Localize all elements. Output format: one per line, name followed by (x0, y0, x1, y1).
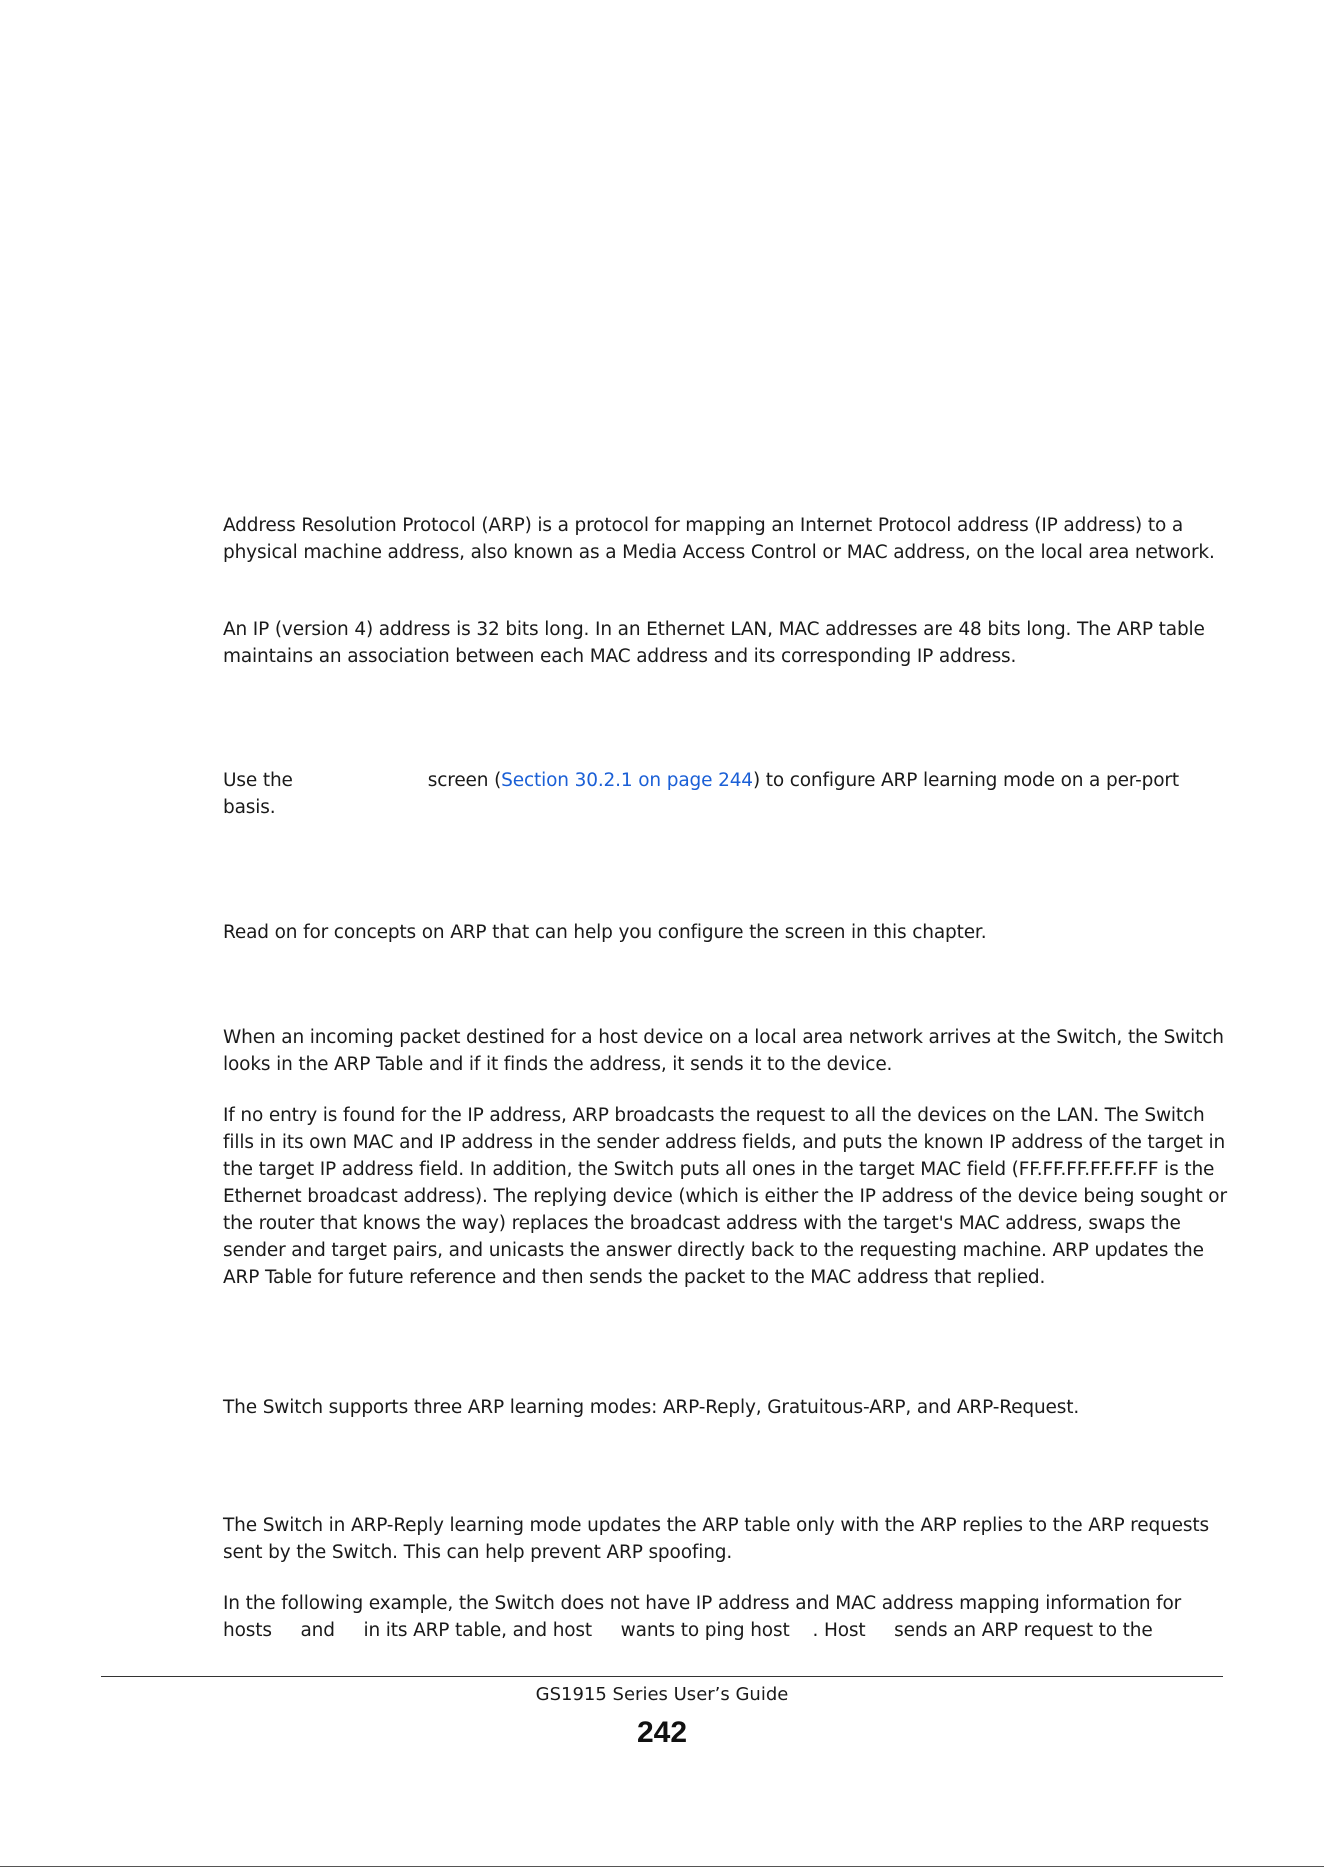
paragraph-arp-definition: Address Resolution Protocol (ARP) is a protocol for mapping an Internet Protocol address (IP address) to a physical machine address, also known as a Media Access Control or MAC address, on the local area network. (223, 515, 1215, 563)
paragraph-use-screen (223, 767, 1233, 821)
footer-divider (101, 1676, 1223, 1677)
use-screen-text: screen ( (427, 770, 502, 791)
use-prefix: Use the (223, 770, 293, 791)
paragraph-address-lengths: An IP (version 4) address is 32 bits long. In an Ethernet LAN, MAC addresses are 48 bits long. The ARP table maintains an association between each MAC address and its corresponding IP address. (223, 619, 1205, 667)
page-number: 242 (636, 1716, 688, 1749)
paragraph-incoming-packet: When an incoming packet destined for a host device on a local area network arrives at the Switch, the Switch looks in the ARP Table and if it finds the address, it sends it to the device. (223, 1027, 1224, 1075)
use-suffix: ) to configure ARP learning mode on a per-port basis. (223, 770, 1179, 818)
paragraph-no-entry: If no entry is found for the IP address, ARP broadcasts the request to all the devices on the LAN. The Switch fills in its own MAC and IP address in the sender address fields, and puts the known IP address of the target in the target IP address field. In addition, the Switch puts all ones in the target MAC field (FF.FF.FF.FF.FF.FF is the Ethernet broadcast address). The replying device (which is either the IP address of the device being sought or the router that knows the way) replaces the broadcast address with the target's MAC address, swaps the sender and target pairs, and unicasts the answer directly back to the requesting machine. ARP updates the ARP Table for future reference and then sends the packet to the MAC address that replied. (223, 1105, 1227, 1288)
paragraph-learning-modes: The Switch supports three ARP learning modes: ARP-Reply, Gratuitous-ARP, and ARP-Request. (223, 1397, 1080, 1418)
footer-guide-title: GS1915 Series User’s Guide (535, 1684, 789, 1705)
paragraph-example: In the following example, the Switch does not have IP address and MAC address mapping information for hosts and in its ARP table, and host wants to ping host . Host sends an ARP request to the (223, 1593, 1187, 1641)
paragraph-read-on: Read on for concepts on ARP that can help you configure the screen in this chapter. (223, 922, 987, 943)
section-link[interactable]: Section 30.2.1 on page 244 (501, 770, 753, 791)
bottom-edge-line (0, 1866, 1324, 1867)
paragraph-arp-reply-mode: The Switch in ARP-Reply learning mode updates the ARP table only with the ARP replies to the ARP requests sent by the Switch. This can help prevent ARP spoofing. (223, 1515, 1209, 1563)
